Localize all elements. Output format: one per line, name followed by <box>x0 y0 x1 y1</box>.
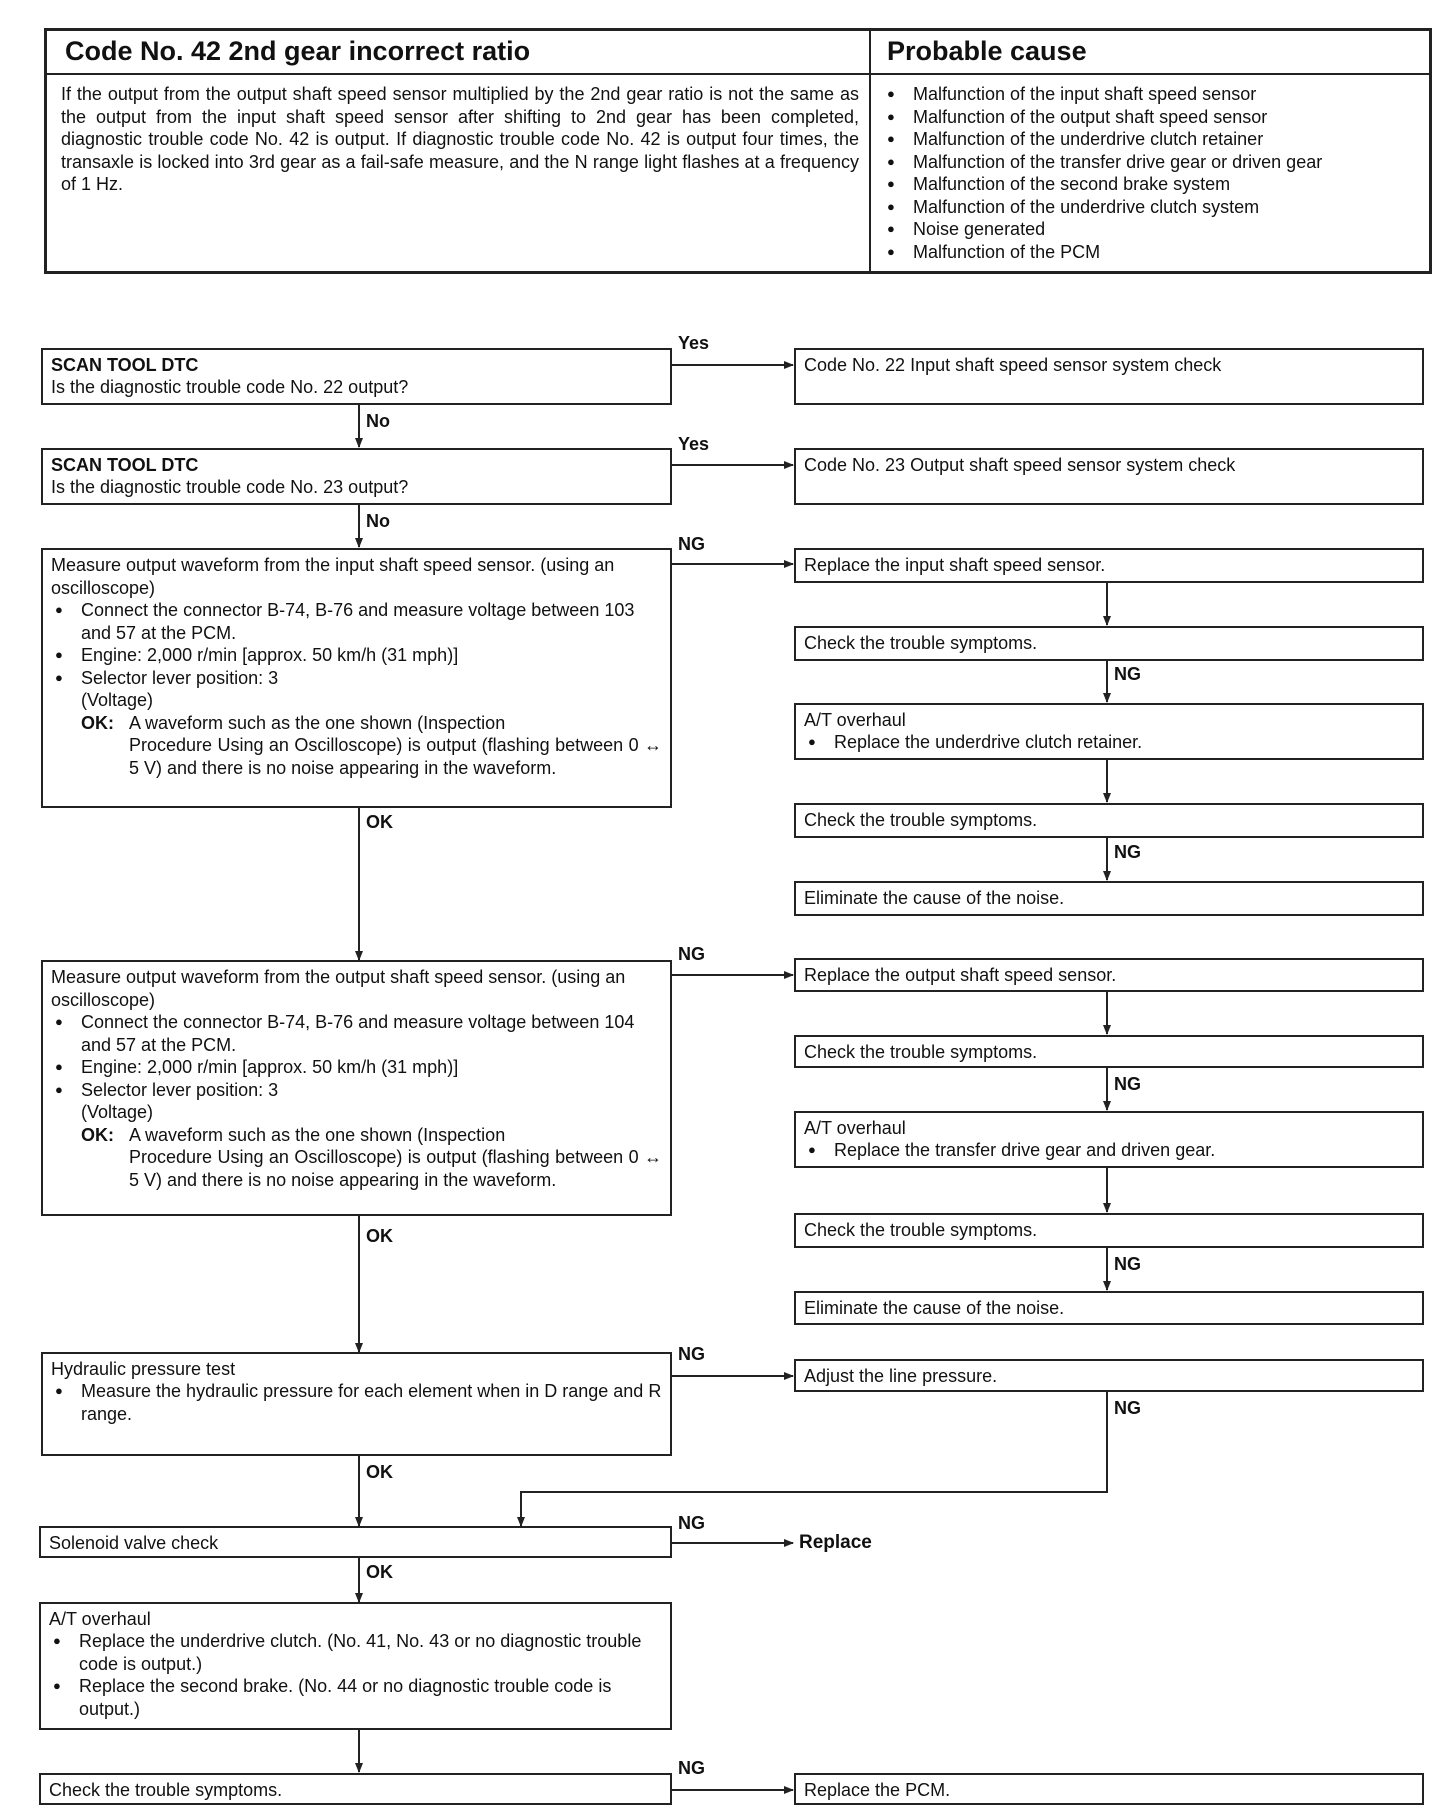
input-step: ● Engine: 2,000 r/min [approx. 50 km/h (31 mph)] <box>51 644 662 667</box>
hydraulic-steps <box>51 1380 662 1425</box>
output-step: ● Connect the connector B-74, B-76 and measure voltage between 104 and 57 at the PCM. <box>51 1011 662 1056</box>
code22-label: Code No. 22 Input shaft speed sensor system check <box>804 355 1222 375</box>
check-symptoms-box <box>794 626 1424 661</box>
label-ng-check1: NG <box>1114 664 1141 684</box>
output-step: ● Engine: 2,000 r/min [approx. 50 km/h (31 mph)] <box>51 1056 662 1079</box>
overhaul-retainer-box <box>794 703 1424 760</box>
replace-pcm-box <box>794 1773 1424 1805</box>
output-waveform-title: Measure output waveform from the output shaft speed sensor. (using an oscilloscope) <box>51 967 626 1010</box>
check-symptoms-label: Check the trouble symptoms. <box>804 1220 1038 1240</box>
dtc23-title: SCAN TOOL DTC <box>51 455 199 475</box>
label-yes-22: Yes <box>678 333 710 353</box>
dtc23-check-box <box>41 448 672 505</box>
label-ok-solenoid: OK <box>366 1562 393 1582</box>
dtc22-question: Is the diagnostic trouble code No. 22 output? <box>51 377 409 397</box>
replace-pcm-label: Replace the PCM. <box>804 1780 951 1800</box>
probable-cause-item: ● Malfunction of the second brake system <box>883 173 1431 196</box>
input-waveform-steps <box>51 599 662 689</box>
overhaul-box <box>39 1602 672 1730</box>
label-ng-check4: NG <box>1114 1254 1141 1274</box>
output-ok-label: OK: <box>81 1124 114 1145</box>
overhaul-step: ● Replace the underdrive clutch. (No. 41, No. 43 or no diagnostic trouble code is output.) <box>49 1630 662 1675</box>
input-step: ● Selector lever position: 3 <box>51 667 662 690</box>
label-no-23: No <box>366 511 390 531</box>
output-voltage: (Voltage) <box>81 1102 154 1122</box>
label-ok-input: OK <box>366 812 393 832</box>
hydraulic-step: ● Measure the hydraulic pressure for each element when in D range and R range. <box>51 1380 662 1425</box>
replace-input-sensor-box <box>794 548 1424 583</box>
probable-cause-item: ● Malfunction of the transfer drive gear or driven gear <box>883 151 1431 174</box>
probable-cause-item: ● Malfunction of the input shaft speed sensor <box>883 83 1431 106</box>
overhaul-transfer-box <box>794 1111 1424 1168</box>
check-symptoms-box <box>794 1035 1424 1068</box>
dtc23-question: Is the diagnostic trouble code No. 23 output? <box>51 477 409 497</box>
output-step: ● Selector lever position: 3 <box>51 1079 662 1102</box>
label-yes-23: Yes <box>678 434 710 454</box>
label-no-22: No <box>366 411 390 431</box>
probable-cause-item: ● Malfunction of the underdrive clutch system <box>883 196 1431 219</box>
label-ng-check2: NG <box>1114 842 1141 862</box>
code-description: If the output from the output shaft speed sensor multiplied by the 2nd gear ratio is not the same as the output from the input shaft speed sensor after shifting to 2nd gear has been completed, diagnostic trouble code No. 42 is output. If diagnostic trouble code No. 42 is output four times, the transaxle is locked into 3rd gear as a fail-safe measure, and the N range light flashes at a frequency of 1 Hz. <box>61 84 859 194</box>
check-symptoms-box <box>794 803 1424 838</box>
label-ok-output: OK <box>366 1226 393 1246</box>
code22-check-box <box>794 348 1424 405</box>
input-step: ● Connect the connector B-74, B-76 and measure voltage between 103 and 57 at the PCM. <box>51 599 662 644</box>
page-title: Code No. 42 2nd gear incorrect ratio <box>65 36 531 66</box>
eliminate-noise-box <box>794 881 1424 916</box>
adjust-line-pressure-box <box>794 1359 1424 1392</box>
input-waveform-title: Measure output waveform from the input shaft speed sensor. (using an oscilloscope) <box>51 555 615 598</box>
label-ng-solenoid: NG <box>678 1513 705 1533</box>
hydraulic-title: Hydraulic pressure test <box>51 1359 236 1379</box>
output-ok-line1: A waveform such as the one shown (Inspection <box>129 1124 506 1145</box>
check-symptoms-label: Check the trouble symptoms. <box>804 633 1038 653</box>
replace-output-sensor-box <box>794 958 1424 992</box>
input-ok-line1: A waveform such as the one shown (Inspection <box>129 712 506 733</box>
check-symptoms-box <box>794 1213 1424 1248</box>
label-ng-check3: NG <box>1114 1074 1141 1094</box>
eliminate-noise-label: Eliminate the cause of the noise. <box>804 888 1065 908</box>
check-symptoms-label: Check the trouble symptoms. <box>804 810 1038 830</box>
probable-cause-item: ● Noise generated <box>883 218 1431 241</box>
check-symptoms-label: Check the trouble symptoms. <box>804 1042 1038 1062</box>
code23-label: Code No. 23 Output shaft speed sensor system check <box>804 455 1236 475</box>
label-ng-adjust: NG <box>1114 1398 1141 1418</box>
probable-cause-item: ● Malfunction of the output shaft speed sensor <box>883 106 1431 129</box>
eliminate-noise-box <box>794 1291 1424 1325</box>
input-ok-line2: Procedure Using an Oscilloscope) is output (flashing between 0 ↔ 5 V) and there is no noise appearing in the waveform. <box>129 735 662 778</box>
overhaul-step: ● Replace the second brake. (No. 44 or no diagnostic trouble code is output.) <box>49 1675 662 1720</box>
overhaul-retainer-title: A/T overhaul <box>804 710 906 730</box>
dtc22-title: SCAN TOOL DTC <box>51 355 199 375</box>
probable-cause-item: ● Malfunction of the underdrive clutch retainer <box>883 128 1431 151</box>
output-waveform-box <box>41 960 672 1216</box>
input-waveform-box <box>41 548 672 808</box>
replace-label: Replace <box>799 1532 872 1553</box>
eliminate-noise-label: Eliminate the cause of the noise. <box>804 1298 1065 1318</box>
output-waveform-steps <box>51 1011 662 1101</box>
input-ok-label: OK: <box>81 712 114 733</box>
label-ng-final: NG <box>678 1758 705 1778</box>
adjust-line-pressure-label: Adjust the line pressure. <box>804 1366 998 1386</box>
solenoid-title: Solenoid valve check <box>49 1533 219 1553</box>
solenoid-check-box <box>39 1526 672 1558</box>
overhaul-title: A/T overhaul <box>49 1609 151 1629</box>
final-check-title: Check the trouble symptoms. <box>49 1780 283 1800</box>
overhaul-retainer-step: ● Replace the underdrive clutch retainer. <box>804 731 1414 754</box>
label-ng-hydraulic: NG <box>678 1344 705 1364</box>
input-voltage: (Voltage) <box>81 690 154 710</box>
label-ng-input: NG <box>678 534 705 554</box>
replace-input-label: Replace the input shaft speed sensor. <box>804 555 1106 575</box>
code23-check-box <box>794 448 1424 505</box>
label-ng-output: NG <box>678 944 705 964</box>
output-ok-line2: Procedure Using an Oscilloscope) is output (flashing between 0 ↔ 5 V) and there is no noise appearing in the waveform. <box>129 1147 662 1190</box>
overhaul-transfer-title: A/T overhaul <box>804 1118 906 1138</box>
final-check-box <box>39 1773 672 1805</box>
dtc22-check-box <box>41 348 672 405</box>
probable-cause-title: Probable cause <box>887 36 1087 66</box>
replace-output-label: Replace the output shaft speed sensor. <box>804 965 1117 985</box>
overhaul-transfer-step: ● Replace the transfer drive gear and driven gear. <box>804 1139 1414 1162</box>
label-ok-hydraulic: OK <box>366 1462 393 1482</box>
probable-cause-item: ● Malfunction of the PCM <box>883 241 1431 264</box>
hydraulic-test-box <box>41 1352 672 1456</box>
overhaul-steps <box>49 1630 662 1720</box>
